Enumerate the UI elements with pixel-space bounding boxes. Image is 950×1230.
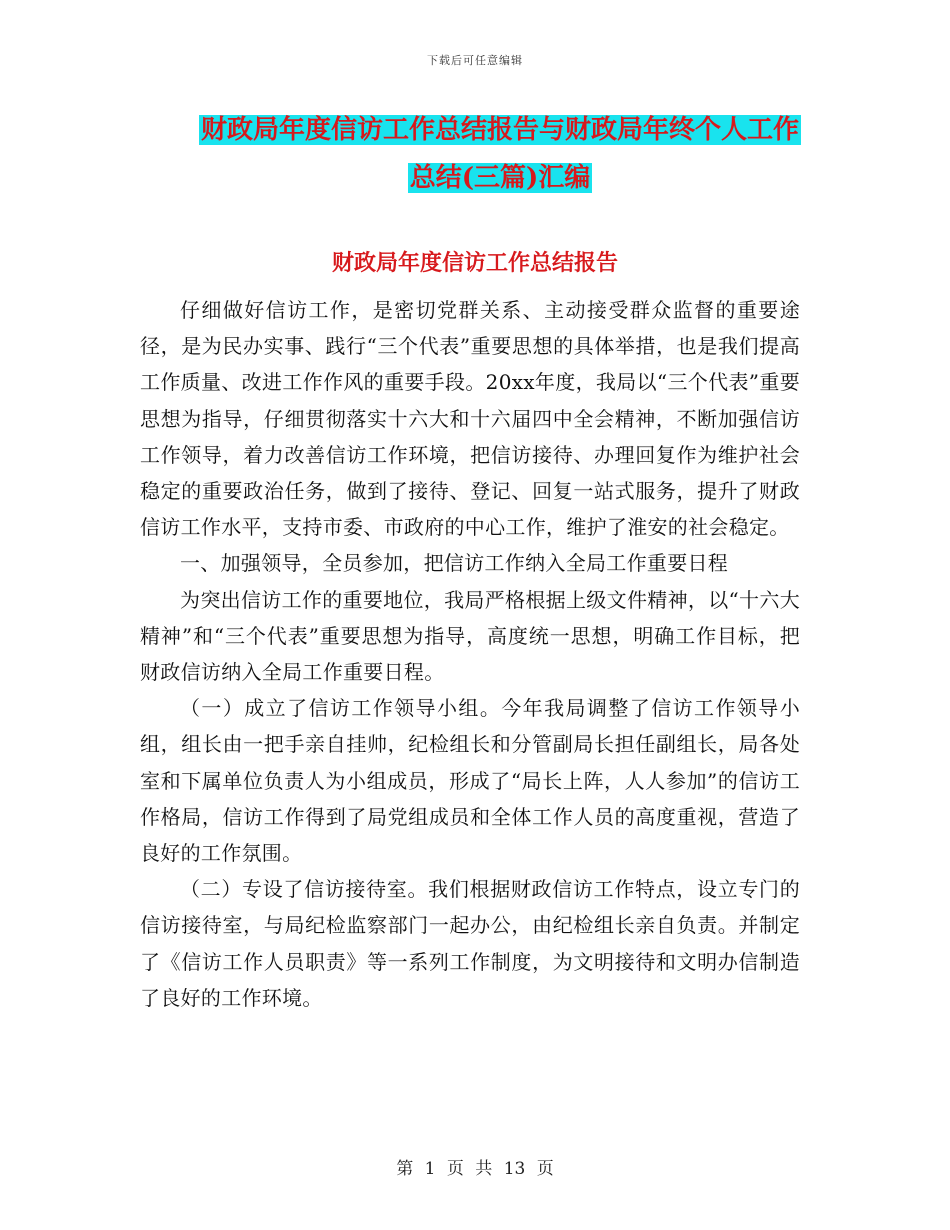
body-text xyxy=(140,292,800,1016)
paragraph-heading-1: 一、加强领导，全员参加，把信访工作纳入全局工作重要日程 xyxy=(180,551,729,576)
page-number: 第 1 页 共 13 页 xyxy=(396,1159,554,1179)
paragraph: （一）成立了信访工作领导小组。今年我局调整了信访工作领导小组，组长由一把手亲自挂帅，纪检组长和分管副局长担任副组长，局各处室和下属单位负责人为小组成员，形成了“局长上阵，人人参加”的信访工作格局，信访工作得到了局党组成员和全体工作人员的高度重视，营造了良好的工作氛围。 xyxy=(140,696,800,866)
document-title-line-1: 财政局年度信访工作总结报告与财政局年终个人工作 xyxy=(200,115,799,145)
section-title: 财政局年度信访工作总结报告 xyxy=(331,250,618,276)
paragraph: （二）专设了信访接待室。我们根据财政信访工作特点，设立专门的信访接待室，与局纪检监察部门一起办公，由纪检组长亲自负责。并制定了《信访工作人员职责》等一系列工作制度，为文明接待和文明办信制造了良好的工作环境。 xyxy=(140,877,800,1010)
paragraph-intro: 仔细做好信访工作，是密切党群关系、主动接受群众监督的重要途径，是为民办实事、践行“三个代表”重要思想的具体举措，也是我们提高工作质量、改进工作作风的重要手段。20xx年度，我局以“三个代表”重要思想为指导，仔细贯彻落实十六大和十六届四中全会精神，不断加强信访工作领导，着力改善信访工作环境，把信访接待、办理回复作为维护社会稳定的重要政治任务，做到了接待、登记、回复一站式服务，提升了财政信访工作水平，支持市委、市政府的中心工作，维护了淮安的社会稳定。 xyxy=(140,298,800,540)
document-title-line-2: 总结(三篇)汇编 xyxy=(409,163,591,193)
paragraph: 为突出信访工作的重要地位，我局严格根据上级文件精神，以“十六大精神”和“三个代表”重要思想为指导，高度统一思想，明确工作目标，把财政信访纳入全局工作重要日程。 xyxy=(140,587,800,685)
header-note: 下载后可任意编辑 xyxy=(427,54,523,67)
document-title xyxy=(140,106,860,202)
